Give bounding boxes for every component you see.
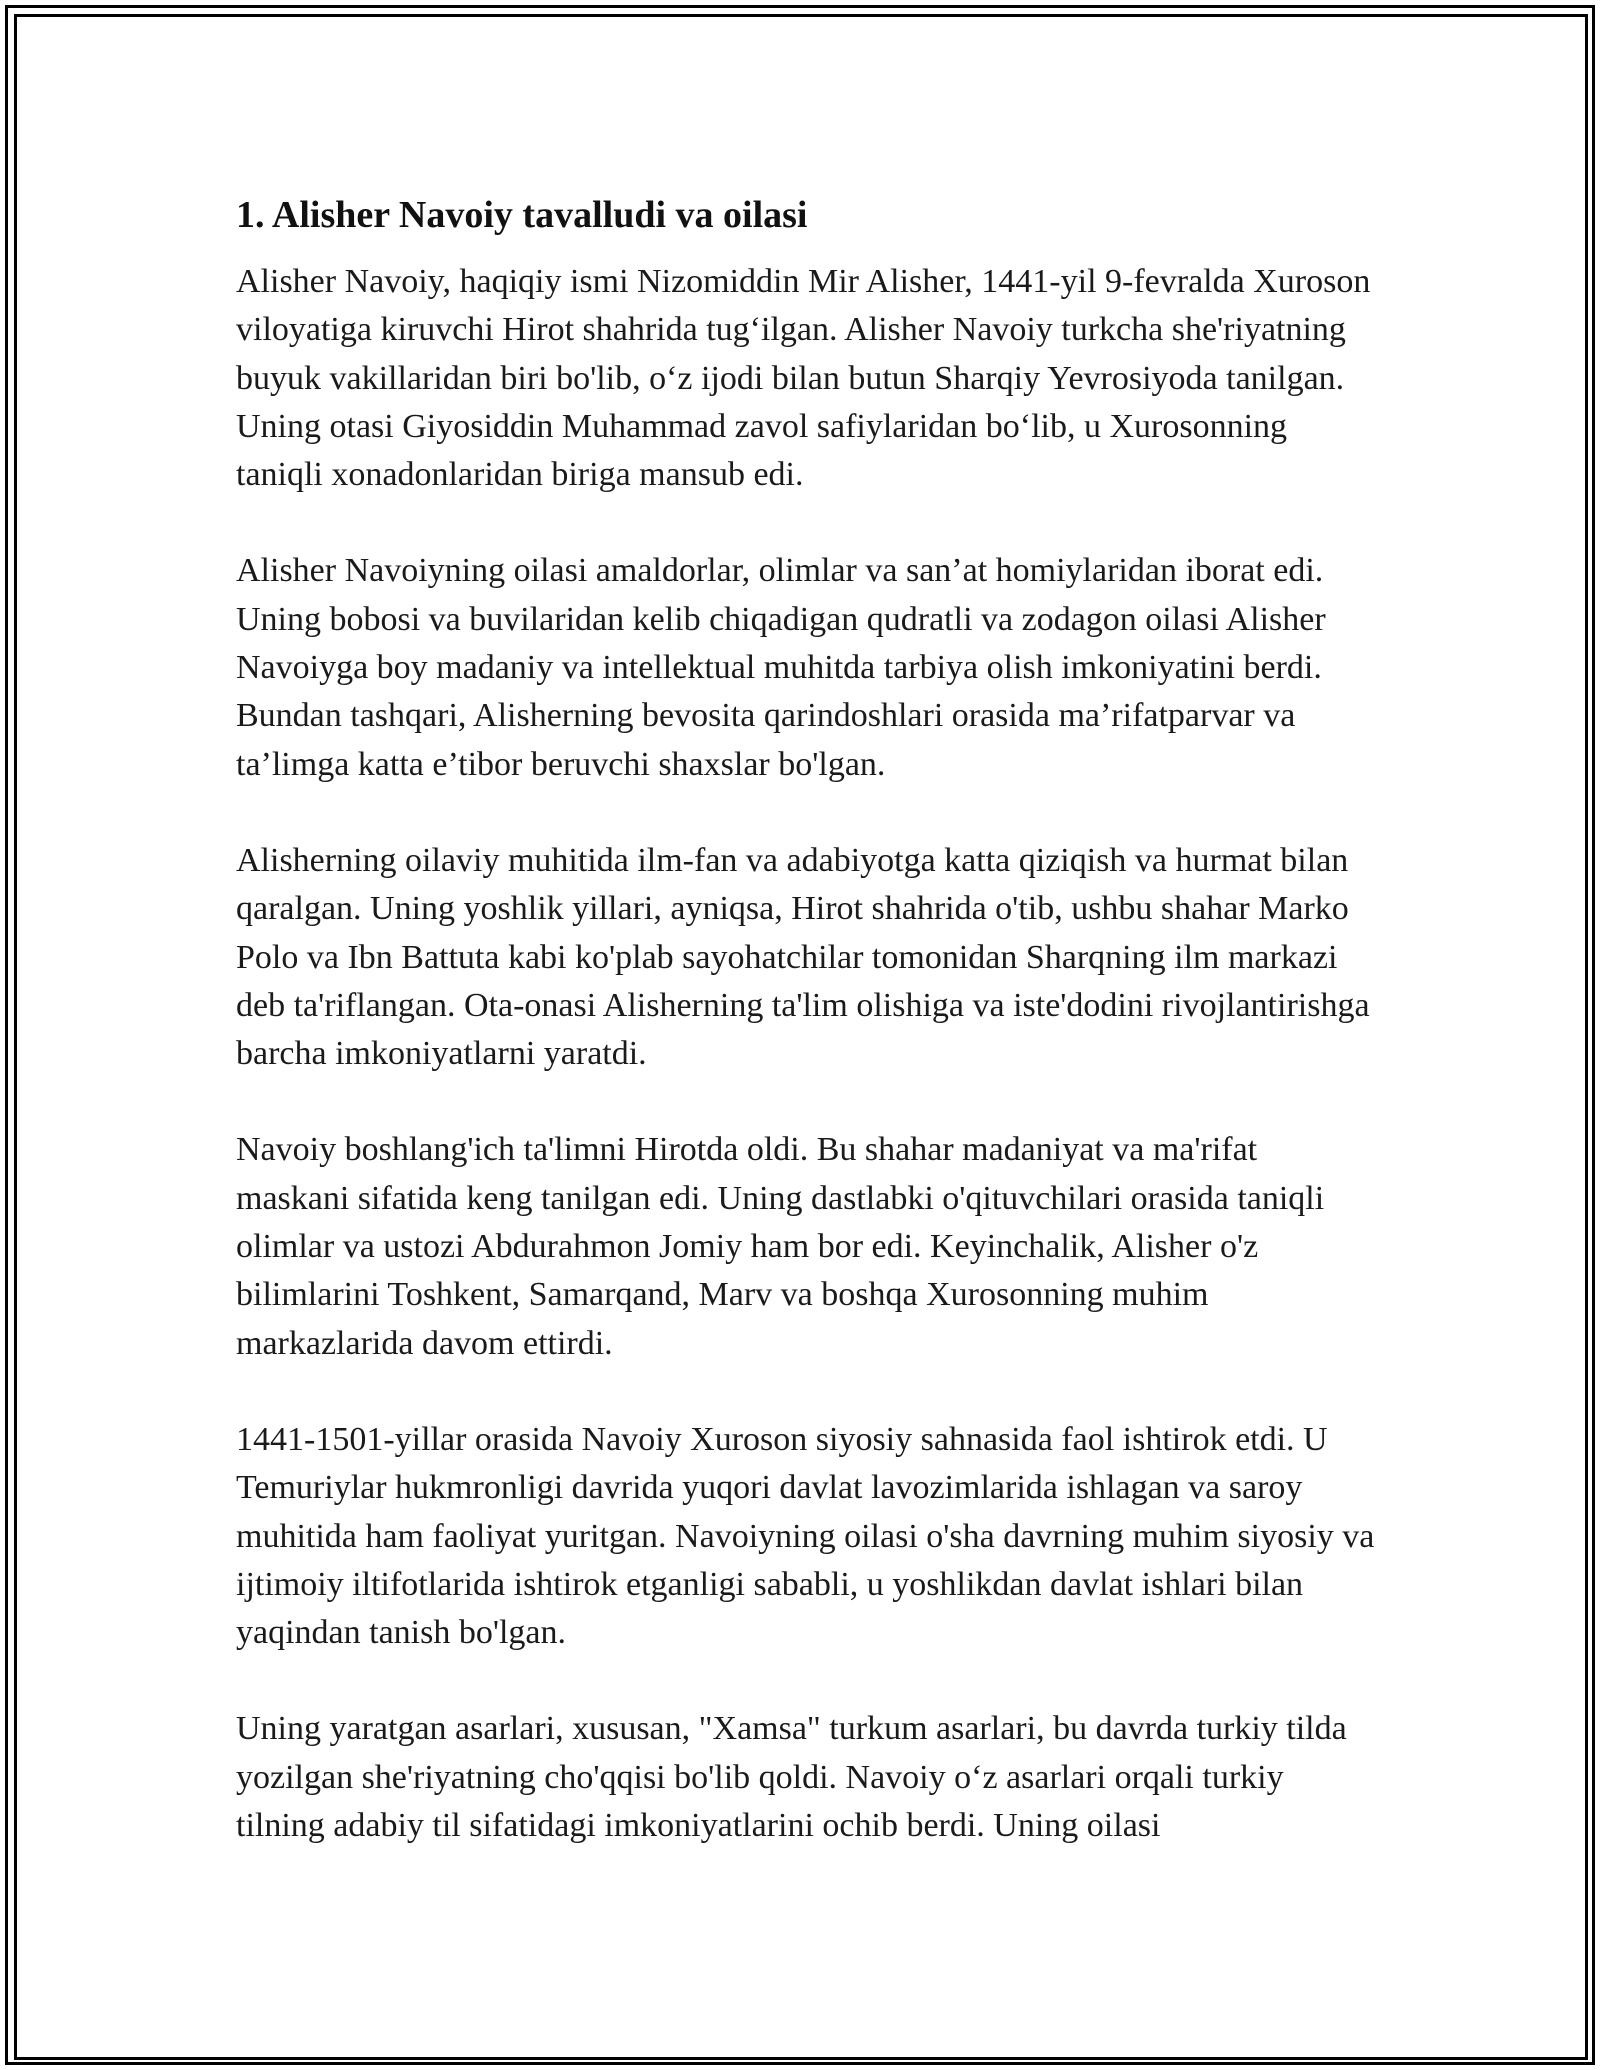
document-body bbox=[236, 190, 1376, 1898]
section-heading: 1. Alisher Navoiy tavalludi va oilasi bbox=[236, 194, 808, 236]
paragraph-6: Uning yaratgan asarlari, xususan, "Xamsa" turkum asarlari, bu davrda turkiy tilda yozilgan she'riyatning cho'qqisi bo'lib qoldi. Navoiy o‘z asarlari orqali turkiy tilning adabiy til sifatidagi imkoniyatlarini ochib berdi. Uning oilasi bbox=[236, 1710, 1347, 1845]
paragraph-2: Alisher Navoiyning oilasi amaldorlar, olimlar va san’at homiylaridan iborat edi. Uning bobosi va buvilaridan kelib chiqadigan qudratli va zodagon oilasi Alisher Navoiyga boy madaniy va intellektual muhitda tarbiya olish imkoniyatini berdi. Bundan tashqari, Alisherning bevosita qarindoshlari orasida ma’rifatparvar va ta’limga katta e’tibor beruvchi shaxslar bo'lgan. bbox=[236, 552, 1326, 783]
paragraph-3: Alisherning oilaviy muhitida ilm-fan va adabiyotga katta qiziqish va hurmat bilan qaralgan. Uning yoshlik yillari, ayniqsa, Hirot shahrida o'tib, ushbu shahar Marko Polo va Ibn Battuta kabi ko'plab sayohatchilar tomonidan Sharqning ilm markazi deb ta'riflangan. Ota-onasi Alisherning ta'lim olishiga va iste'dodini rivojlantirishga barcha imkoniyatlarni yaratdi. bbox=[236, 841, 1370, 1073]
paragraph-4: Navoiy boshlang'ich ta'limni Hirotda oldi. Bu shahar madaniyat va ma'rifat maskani sifatida keng tanilgan edi. Uning dastlabki o'qituvchilari orasida taniqli olimlar va ustozi Abdurahmon Jomiy ham bor edi. Keyinchalik, Alisher o'z bilimlarini Toshkent, Samarqand, Marv va boshqa Xurosonning muhim markazlarida davom ettirdi. bbox=[236, 1131, 1325, 1362]
paragraph-5: 1441-1501-yillar orasida Navoiy Xuroson siyosiy sahnasida faol ishtirok etdi. U Temuriylar hukmronligi davrida yuqori davlat lavozimlarida ishlagan va saroy muhitida ham faoliyat yuritgan. Navoiyning oilasi o'sha davrning muhim siyosiy va ijtimoiy iltifotlarida ishtirok etganligi sababli, u yoshlikdan davlat ishlari bilan yaqindan tanish bo'lgan. bbox=[236, 1420, 1375, 1652]
paragraph-1: Alisher Navoiy, haqiqiy ismi Nizomiddin Mir Alisher, 1441-yil 9-fevralda Xuroson viloyatiga kiruvchi Hirot shahrida tug‘ilgan. Alisher Navoiy turkcha she'riyatning buyuk vakillaridan biri bo'lib, o‘z ijodi bilan butun Sharqiy Yevrosiyoda tanilgan. Uning otasi Giyosiddin Muhammad zavol safiylaridan bo‘lib, u Xurosonning taniqli xonadonlaridan biriga mansub edi. bbox=[236, 263, 1371, 494]
